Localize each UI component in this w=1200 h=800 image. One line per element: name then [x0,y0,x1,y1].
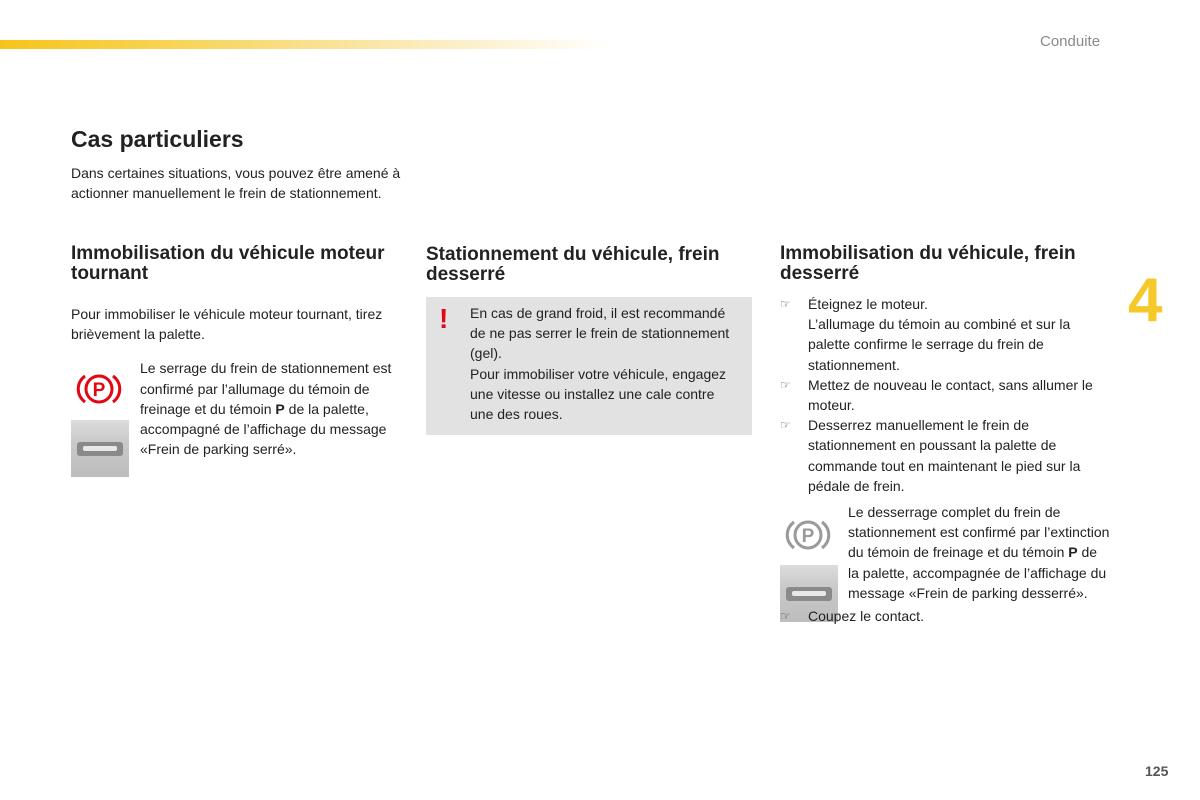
column-brake-released-immobilisation [780,244,1110,626]
section-label: Conduite [1040,33,1101,50]
column-brake-released-parking [426,245,752,435]
instruction-list [780,294,1110,496]
col3-icon-block [780,502,1110,603]
svg-text:P: P [801,526,815,548]
pointing-hand-icon: ☞ [780,418,791,433]
list-item: ☞ Coupez le contact. [780,606,1110,626]
page-number: 125 [1145,763,1169,779]
list-item: ☞ Desserrez manuellement le frein de stationnement en poussant la palette de commande tout en maintenant le pied sur la pédale de frein. [780,417,1081,494]
chapter-number: 4 [1128,266,1163,335]
parking-brake-warning-grey-icon [785,516,831,554]
list-item: ☞ Éteignez le moteur. L’allumage du témoin au combiné et sur la palette confirme le serrage du frein de stationnement. [780,296,1071,373]
parking-brake-warning-red-icon [76,370,122,408]
col1-heading: Immobilisation du véhicule moteur tournant [71,243,385,284]
parking-brake-palette-image [71,420,129,477]
intro-paragraph: Dans certaines situations, vous pouvez être amené à actionner manuellement le frein de stationnement. [71,165,401,202]
col3-heading: Immobilisation du véhicule, frein desserré [780,243,1076,284]
instruction-list-end [780,606,1110,626]
svg-text:P: P [92,380,106,402]
list-item: ☞ Mettez de nouveau le contact, sans allumer le moteur. [780,376,1093,414]
col1-icon-text: Le serrage du frein de stationnement est confirmé par l’allumage du témoin de freinage et du témoin P de la palette, accompagné de l’affichage du message «Frein de parking serré». [140,360,392,458]
pointing-hand-icon: ☞ [780,609,791,624]
warning-box [426,297,752,435]
warning-text: En cas de grand froid, il est recommandé de ne pas serrer le frein de stationnement (gel). Pour immobiliser votre véhicule, engagez une vitesse ou installez une cale contre une des roues. [470,305,730,423]
warning-icon: ! [439,303,449,334]
col3-icon-text: Le desserrage complet du frein de stationnement est confirmé par l’extinction du témoin de freinage et du témoin P de la palette, accompagnée de l’affichage du message «Frein de parking desserré». [848,504,1110,601]
page-title: Cas particuliers [71,126,244,152]
header-accent-bar [0,40,610,49]
col1-text: Pour immobiliser le véhicule moteur tournant, tirez brièvement la palette. [71,306,383,343]
column-engine-running [71,244,401,459]
pointing-hand-icon: ☞ [780,297,791,311]
col2-heading: Stationnement du véhicule, frein desserré [426,244,720,285]
col1-icon-block [71,358,401,459]
pointing-hand-icon: ☞ [780,377,791,392]
